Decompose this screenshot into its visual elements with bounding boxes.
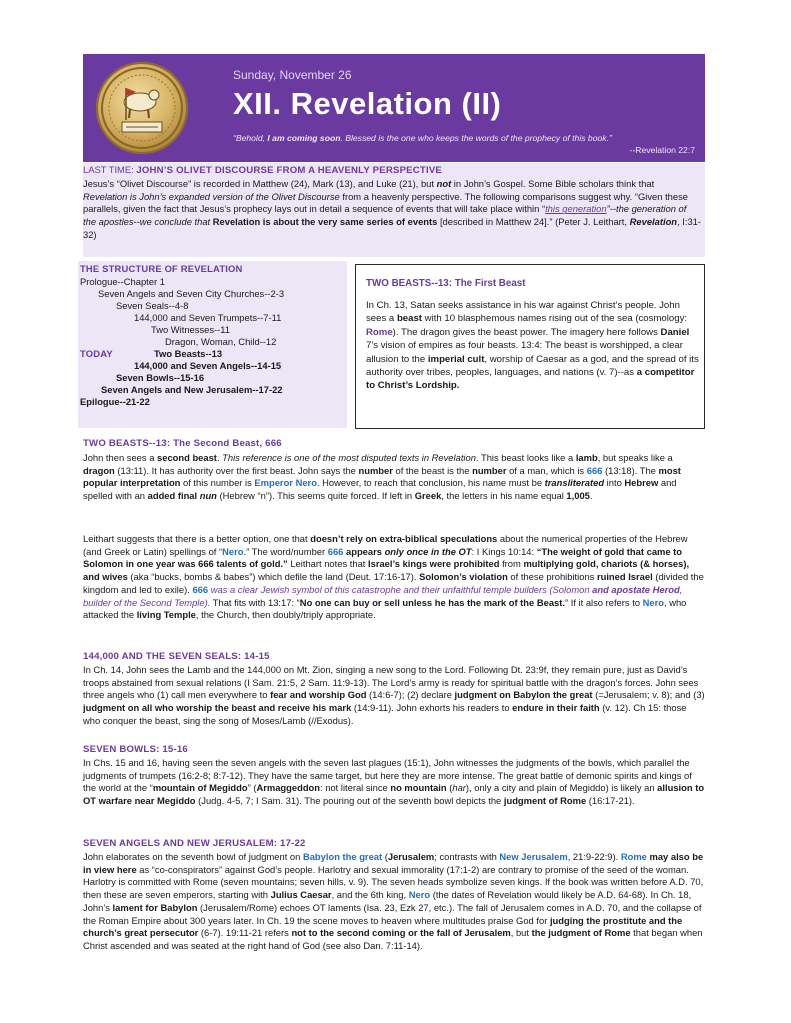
last-time-heading: LAST TIME: JOHN’S OLIVET DISCOURSE FROM A HEAVENLY PERSPECTIVE [83,164,443,176]
structure-line: Dragon, Woman, Child--12 [165,336,277,347]
structure-line: Seven Seals--4-8 [116,300,189,311]
header-reference: --Revelation 22:7 [629,145,695,155]
today-label: TODAY [80,348,113,359]
new-jerusalem-paragraph: John elaborates on the seventh bowl of judgment on Babylon the great (Jerusalem; contrasts with New Jerusalem, 21:9-22:9). Rome may also be in view here as “co-conspirators” against God’s people. Harlotry and sexual immorality (17:1-2) are contrary to promise of the seed of the woman. Harlotry is committed with Rome (seven mountains; seven hills, v. 9). The seven heads symbolize seven kings. If the book was written before A.D. 70, then these are seven emperors, starting with Julius Caesar, and the 6th king, Nero (the dates of Revelation would likely be A.D. 64-68). In Ch. 18, John’s lament for Babylon (Jerusalem/Rome) echoes OT laments (Isa. 23, Ezk 27, etc.). The fall of Jerusalem comes in A.D. 70, and the collapse of the Roman Empire about 300 years later. In Ch. 19 the scene moves to heaven where multitudes praise God for judging the prostitute and the church’s great persecutor (6-7). 19:11-21 refers not to the second coming or the fall of Jerusalem, but the judgment of Rome that began when Christ ascended and was seated at the right hand of God (see also Dan. 7:11-14). [83,851,704,951]
structure-line-bold: Seven Bowls--15-16 [116,372,205,383]
structure-line-bold: 144,000 and Seven Angels--14-15 [134,360,282,371]
structure-line: Prologue--Chapter 1 [80,276,165,287]
new-jerusalem-heading: SEVEN ANGELS AND NEW JERUSALEM: 17-22 [83,838,306,849]
structure-line-bold: Seven Angels and New Jerusalem--17-22 [101,384,283,395]
structure-line-bold: Epilogue--21-22 [80,396,150,407]
structure-line: Seven Angels and Seven City Churches--2-3 [98,288,285,299]
second-beast-paragraph-1: John then sees a second beast. This reference is one of the most disputed texts in Revelation. This beast looks like a lamb, but speaks like a dragon (13:11). It has authority over the first beast. John says the number of the beast is the number of a man, which is 666 (13:18). The most popular interpretation of this number is Emperor Nero. However, to reach that conclusion, his name must be transliterated into Hebrew and spelled with an added final nun (Hebrew “n”). This seems quite forced. If left in Greek, the letters in his name equal 1,005. [83,452,681,502]
structure-heading: THE STRUCTURE OF REVELATION [80,263,243,274]
lamb-seal-icon [96,62,188,154]
seven-bowls-heading: SEVEN BOWLS: 15-16 [83,744,188,755]
structure-line: 144,000 and Seven Trumpets--7-11 [134,312,282,323]
header-quote: “Behold, I am coming soon. Blessed is the one who keeps the words of the prophecy of this book.” [233,133,612,143]
page-title: XII. Revelation (II) [233,86,502,121]
last-time-text: Jesus’s “Olivet Discourse” is recorded in Matthew (24), Mark (13), and Luke (21), but not in John’s Gospel. Some Bible scholars think that Revelation is John’s expanded version of the Olivet Discourse from a heavenly perspective. The following comparisons suggest why. “Given these parallels, given the fact that Jesus’s prophecy lays out in detail a sequence of events that will take place within “this generation”--the generation of the apostles--we conclude that Revelation is about the very same series of events [described in Matthew 24].” (Peter J. Leithart, Revelation, I:31-32) [83,178,702,240]
seven-seals-paragraph: In Ch. 14, John sees the Lamb and the 144,000 on Mt. Zion, singing a new song to the Lord. Following Dt. 23:9f, they remain pure, just as David’s troops abstained from sexual relations (I Sam. 21:5, 2 Sam. 11:9-13). The Lord’s army is ready for spiritual battle with the dragon’s forces. John sees three angels who (1) call men everywhere to fear and worship God (14:6-7); (2) declare judgment on Babylon the great (=Jerusalem; v. 8); and (3) judgment on all who worship the beast and receive his mark (14:9-11). John exhorts his readers to endure in their faith (v. 12). Ch 15: those who conquer the beast, sing the song of Moses/Lamb (//Exodus). [83,664,705,726]
structure-line: Two Witnesses--11 [151,324,231,335]
seven-bowls-paragraph: In Chs. 15 and 16, having seen the seven angels with the seven last plagues (15:1), John witnesses the judgments of the bowls, which parallel the judgments of trumpets (16:2-8; 8:7-12). They have the same target, but here they are more intense. The great battle of demonic spirits and kings of the world at the “mountain of Megiddo” (Armaggeddon: not literal since no mountain (har), only a city and plain of Megiddo) is likely an allusion to OT warfare near Megiddo (Judg. 4-5, 7; I Sam. 31). The pouring out of the seventh bowl depicts the judgment of Rome (16:17-21). [83,757,705,807]
first-beast-text: In Ch. 13, Satan seeks assistance in his war against Christ’s people. John sees a beast with 10 blasphemous names rising out of the sea (cosmology: Rome). The dragon gives the beast power. The imagery here follows Daniel 7’s vision of empires as four beasts. 13:4: The beast is worshipped, a clear allusion to the imperial cult, worship of Caesar as a god, and the spread of its authority over tribes, peoples, languages, and nations (v. 7)--as a competitor to Christ’s Lordship. [366,300,699,392]
second-beast-paragraph-2: Leithart suggests that there is a better option, one that doesn’t rely on extra-biblical speculations about the numerical properties of the Hebrew (and Greek or Latin) spellings of “Nero.” The word/number 666 appears only once in the OT: I Kings 10:14: “The weight of gold that came to Solomon in one year was 666 talents of gold.” Leithart notes that Israel’s kings were prohibited from multiplying gold, chariots (& horses), and wives (aka “bucks, bombs & babes”) which defile the land (Deut. 17:16-17). Solomon’s violation of these prohibitions ruined Israel (divided the kingdom and led to exile). 666 was a clear Jewish symbol of this catastrophe and their unfaithful temple builders (Solomon and apostate Herod, builder of the Second Temple). That fits with 13:17: “No one can buy or sell unless he has the mark of the Beast.” If it also refers to Nero, who attacked the living Temple, the Church, then doubly/triply appropriate. [83,533,704,621]
second-beast-heading: TWO BEASTS--13: The Second Beast, 666 [83,438,282,449]
first-beast-title: TWO BEASTS--13: The First Beast [366,278,526,289]
seven-seals-heading: 144,000 AND THE SEVEN SEALS: 14-15 [83,651,270,662]
header-date: Sunday, November 26 [233,68,352,82]
structure-line-today: Two Beasts--13 [154,348,223,359]
